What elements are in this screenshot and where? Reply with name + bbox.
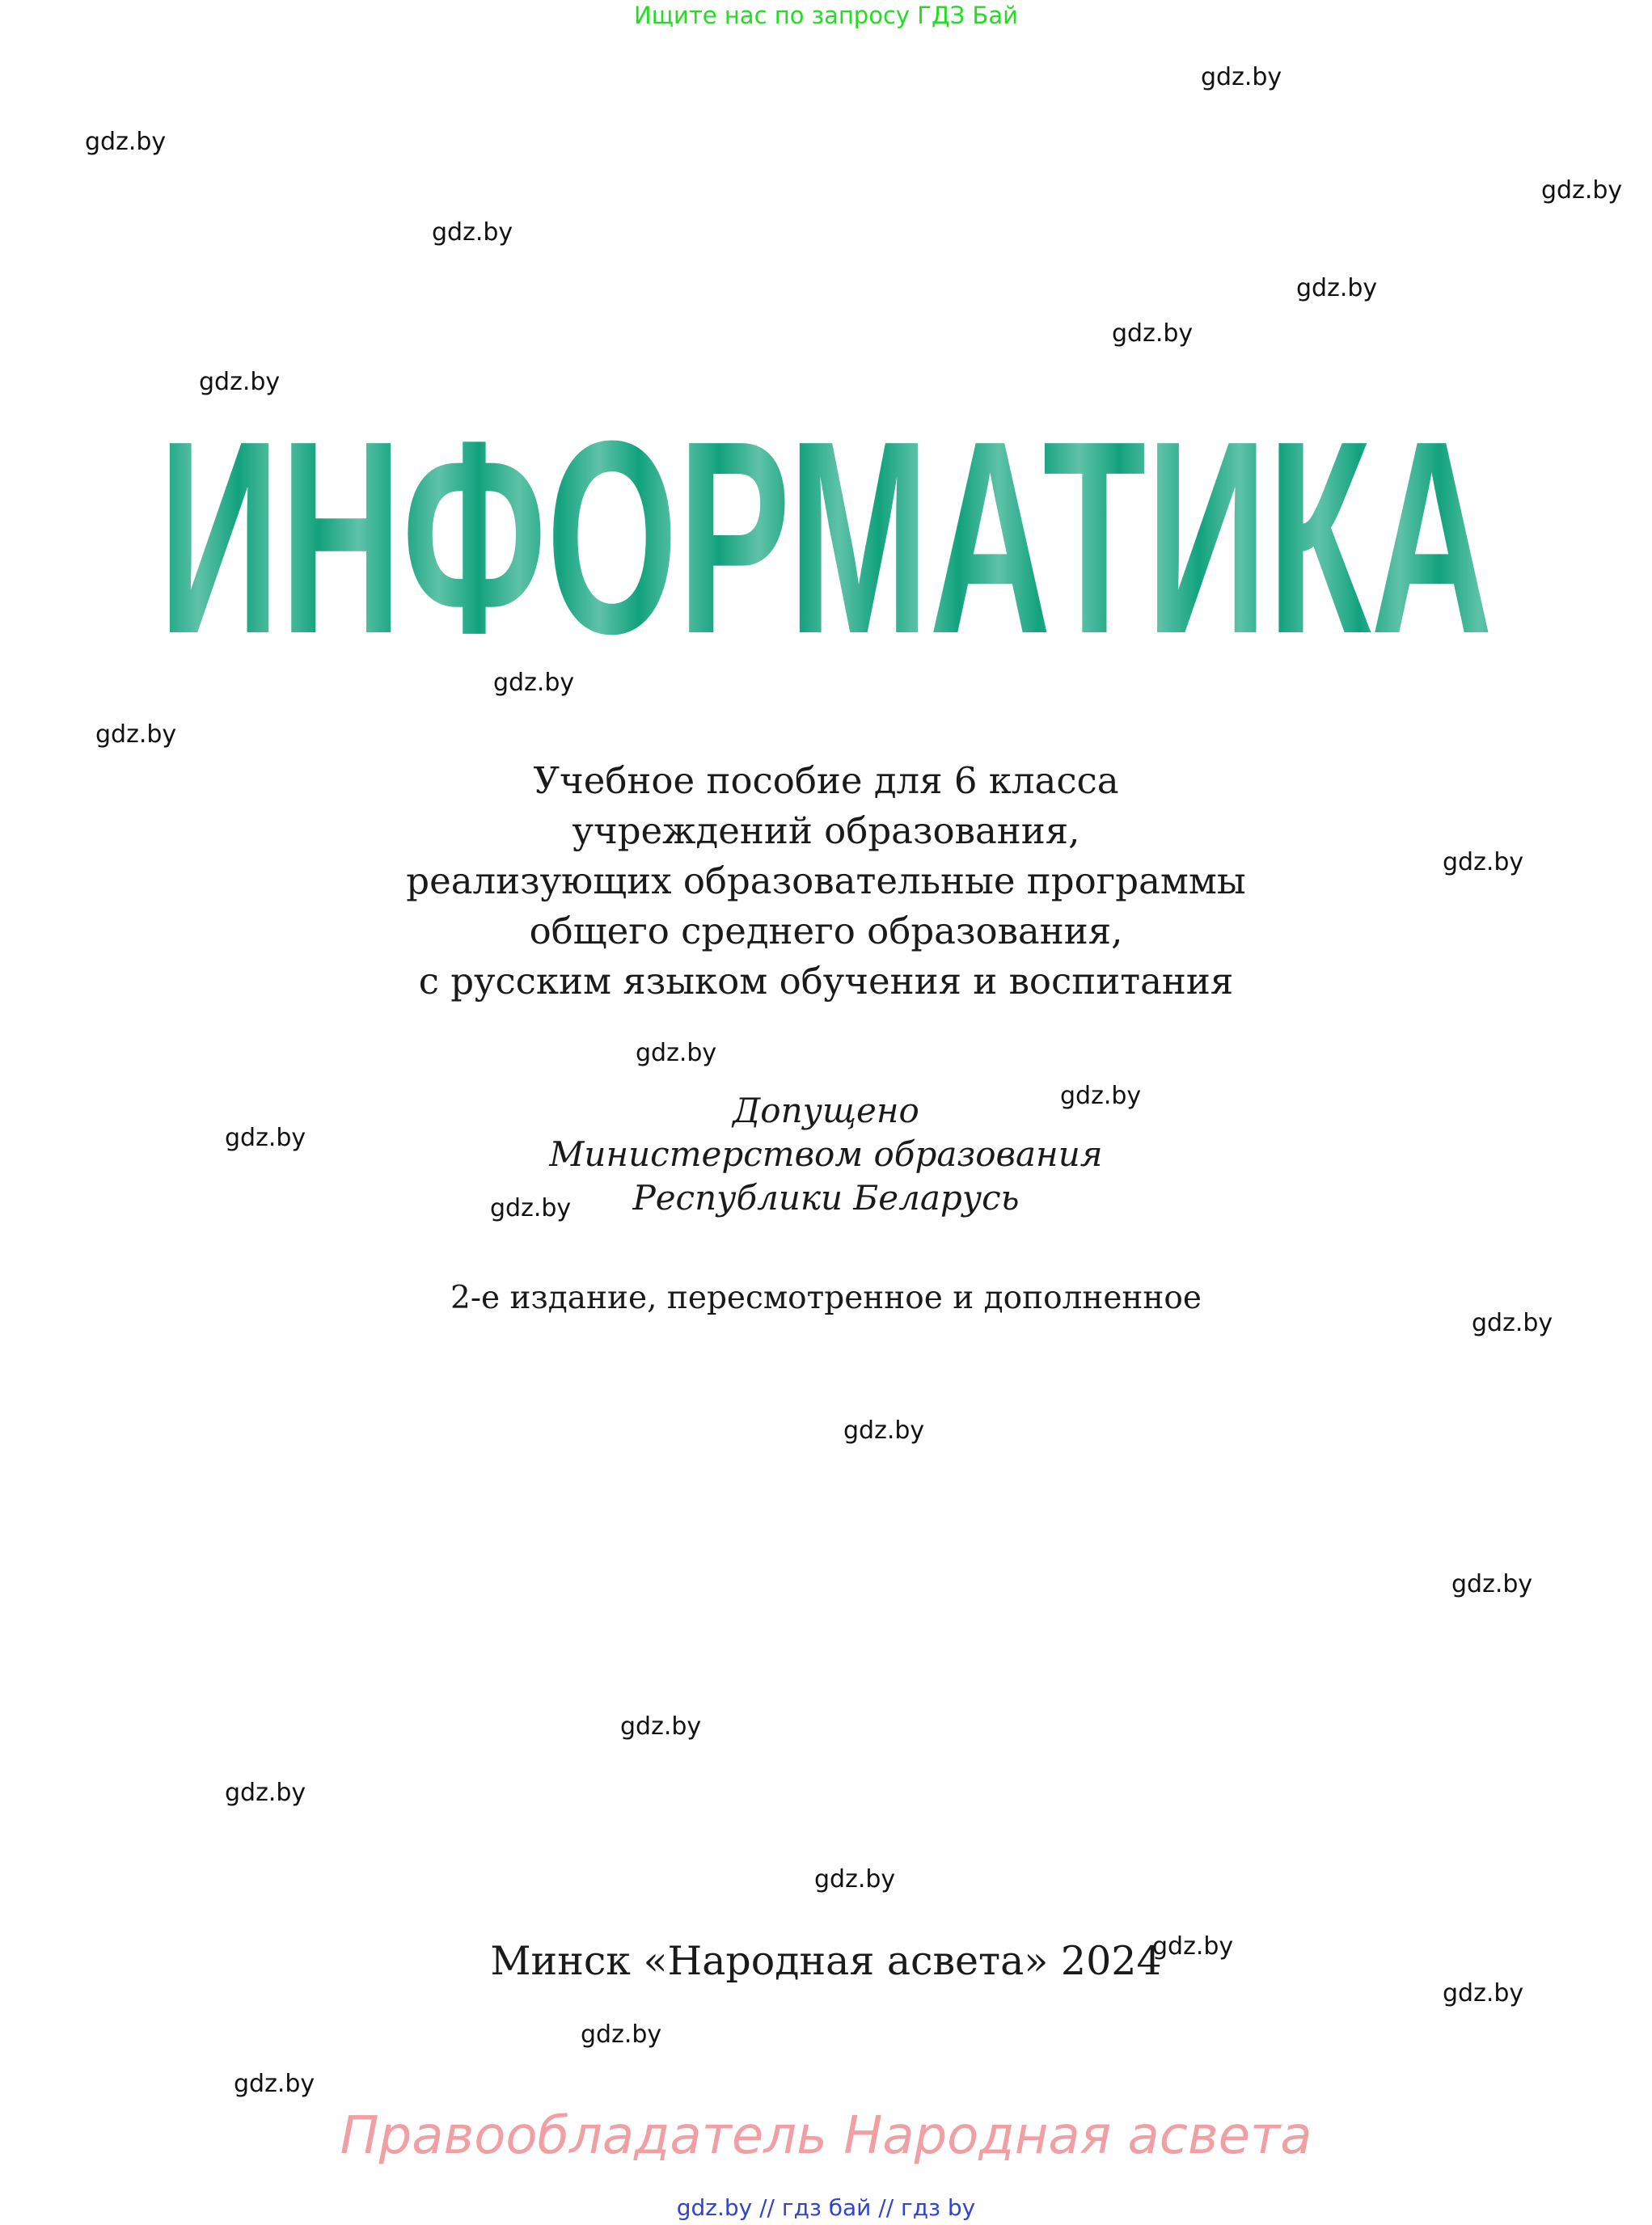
watermark: gdz.by xyxy=(234,2070,315,2098)
top-banner[interactable]: Ищите нас по запросу ГДЗ Бай xyxy=(634,2,1018,29)
edition-note: 2-е издание, пересмотренное и дополненное xyxy=(450,1280,1202,1316)
watermark: gdz.by xyxy=(95,720,177,749)
watermark: gdz.by xyxy=(493,669,575,697)
subtitle xyxy=(0,756,1652,1007)
watermark: gdz.by xyxy=(620,1712,702,1741)
subtitle-line: общего среднего образования, xyxy=(529,910,1123,952)
approval-line: Министерством образования xyxy=(549,1134,1103,1174)
watermark: gdz.by xyxy=(814,1865,896,1894)
approval-line: Республики Беларусь xyxy=(632,1178,1020,1218)
watermark: gdz.by xyxy=(1451,1570,1533,1598)
watermark: gdz.by xyxy=(1201,63,1282,91)
watermark: gdz.by xyxy=(1443,1979,1524,2008)
watermark: gdz.by xyxy=(581,2020,662,2049)
watermark: gdz.by xyxy=(1541,176,1623,205)
subtitle-line: с русским языком обучения и воспитания xyxy=(418,960,1234,1003)
watermark: gdz.by xyxy=(1296,274,1378,302)
watermark: gdz.by xyxy=(1112,319,1194,348)
watermark: gdz.by xyxy=(85,128,167,156)
subtitle-line: реализующих образовательные программы xyxy=(406,859,1246,902)
approval-line: Допущено xyxy=(733,1091,919,1130)
watermark: gdz.by xyxy=(1443,848,1524,876)
watermark: gdz.by xyxy=(636,1039,717,1067)
watermark: gdz.by xyxy=(1152,1932,1234,1961)
watermark: gdz.by xyxy=(225,1124,306,1152)
watermark: gdz.by xyxy=(199,368,281,396)
watermark: gdz.by xyxy=(490,1194,572,1222)
book-title-text: ИНФОРМАТИКА xyxy=(158,404,1493,663)
book-title xyxy=(0,404,1652,663)
rights-holder-watermark: Правообладатель Народная асвета xyxy=(340,2106,1312,2166)
watermark: gdz.by xyxy=(1472,1309,1553,1337)
approval-note xyxy=(0,1089,1652,1220)
subtitle-line: Учебное пособие для 6 класса xyxy=(533,759,1119,802)
watermark: gdz.by xyxy=(225,1779,306,1807)
footer-links[interactable]: gdz.by // гдз бай // гдз by xyxy=(676,2194,976,2221)
watermark: gdz.by xyxy=(432,218,513,247)
publisher-line: Минск «Народная асвета» 2024 xyxy=(490,1938,1162,1984)
subtitle-line: учреждений образования, xyxy=(572,809,1080,852)
watermark: gdz.by xyxy=(1060,1082,1142,1110)
watermark: gdz.by xyxy=(843,1416,925,1445)
